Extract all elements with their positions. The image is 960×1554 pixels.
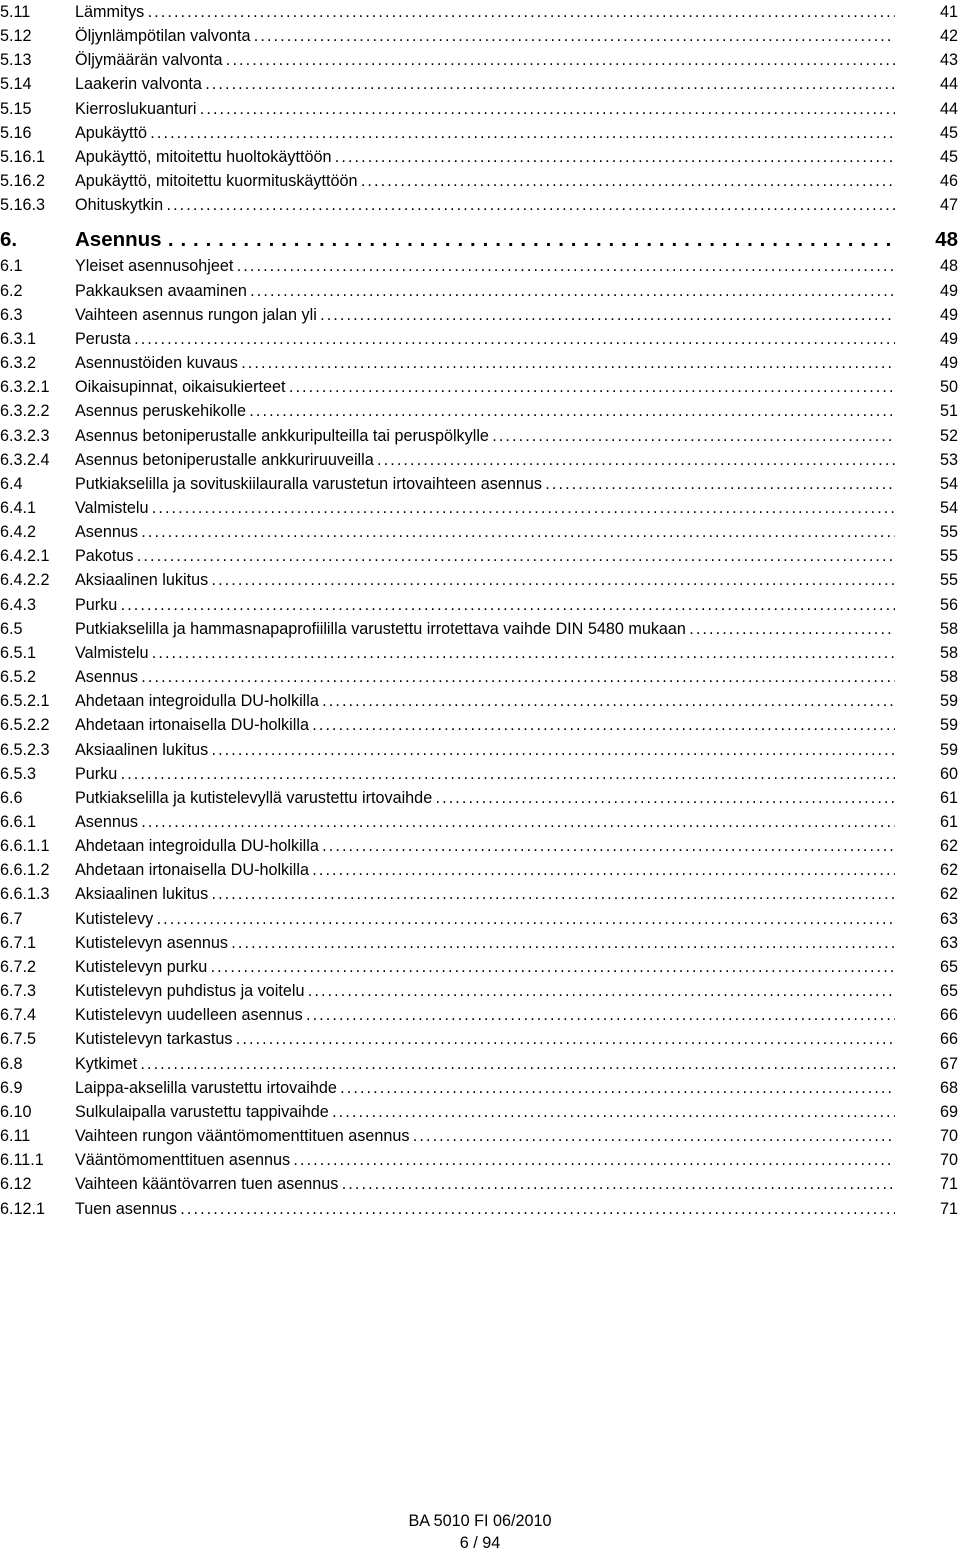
toc-entry-page: 45 (939, 147, 958, 166)
toc-entry-page: 70 (939, 1151, 958, 1170)
toc-entry[interactable] (0, 279, 960, 303)
toc-entry-title-text: Kutistelevyn purku (75, 957, 208, 976)
toc-entry-title (75, 786, 895, 810)
toc-entry-title-text: Kytkimet (75, 1054, 138, 1073)
toc-entry-title (75, 448, 895, 472)
toc-entry-page: 49 (939, 329, 958, 348)
toc-entry-title (75, 24, 895, 48)
toc-entry[interactable] (0, 810, 960, 834)
toc-entry-title-text: Ahdetaan irtonaisella DU-holkilla (75, 716, 309, 735)
page-footer (0, 1510, 960, 1554)
toc-entry-page: 59 (939, 716, 958, 735)
toc-entry-number: 6.12 (0, 1175, 32, 1194)
toc-entry[interactable] (0, 544, 960, 568)
toc-entry[interactable] (0, 882, 960, 906)
toc-entry-number: 6.8 (0, 1054, 23, 1073)
toc-entry-page: 41 (939, 3, 958, 21)
toc-entry-title-text: Asennus betoniperustalle ankkuripulteilla tai peruspölkylle (75, 426, 489, 445)
toc-entry[interactable] (0, 1027, 960, 1051)
toc-entry-number: 6.6.1.2 (0, 861, 50, 880)
toc-entry-page: 59 (939, 692, 958, 711)
toc-entry[interactable] (0, 145, 960, 169)
toc-entry[interactable] (0, 1076, 960, 1100)
toc-entry-number: 6.3.2.2 (0, 402, 50, 421)
toc-entry-title-text: Sulkulaipalla varustettu tappivaihde (75, 1102, 329, 1121)
toc-entry-number: 6.4.3 (0, 595, 37, 614)
toc-entry-title-text: Pakotus (75, 547, 134, 566)
toc-entry-title (75, 145, 895, 169)
toc-entry-number: 6.3.2.1 (0, 378, 50, 397)
toc-entry-title (75, 1172, 895, 1196)
toc-entry-number: 6.4.2.2 (0, 571, 50, 590)
toc-entry-title-text: Asennus betoniperustalle ankkuriruuveilla (75, 450, 374, 469)
document-id: BA 5010 FI 06/2010 (408, 1512, 552, 1530)
toc-entry[interactable] (0, 496, 960, 520)
toc-entry[interactable] (0, 641, 960, 665)
toc-entry-title (75, 617, 895, 641)
toc-entry[interactable] (0, 786, 960, 810)
toc-entry-page: 55 (939, 571, 958, 590)
toc-entry[interactable] (0, 689, 960, 713)
toc-entry-number: 5.11 (0, 3, 31, 21)
toc-entry-title-text: Asennus (75, 523, 138, 542)
toc-entry[interactable] (0, 24, 960, 48)
toc-entry[interactable] (0, 121, 960, 145)
toc-entry-number: 6.4.1 (0, 498, 37, 517)
toc-entry-page: 46 (939, 172, 958, 191)
toc-entry-title-text: Öljymäärän valvonta (75, 51, 223, 70)
toc-entry-number: 6.5 (0, 619, 23, 638)
toc-entry-title-text: Apukäyttö, mitoitettu kuormituskäyttöön (75, 172, 358, 191)
toc-entry-title-text: Purku (75, 764, 118, 783)
toc-entry-title-text: Tuen asennus (75, 1199, 177, 1218)
toc-entry-page: 58 (939, 668, 958, 687)
toc-entry-title-text: Asennustöiden kuvaus (75, 354, 238, 373)
toc-entry-title (75, 641, 895, 665)
toc-entry-number: 6.4.2.1 (0, 547, 50, 566)
toc-entry-number: 6.11 (0, 1127, 31, 1146)
toc-entry-page: 62 (939, 885, 958, 904)
toc-entry-title-text: Perusta (75, 329, 131, 348)
toc-entry-page: 49 (939, 305, 958, 324)
toc-entry-page: 61 (939, 813, 958, 831)
toc-entry-title (75, 713, 895, 737)
toc-entry-number: 5.16 (0, 123, 32, 142)
toc-entry-page: 53 (939, 450, 958, 469)
toc-entry-title (75, 72, 895, 96)
toc-entry-title-text: Ohituskytkin (75, 196, 164, 215)
toc-entry-number: 6.6 (0, 788, 23, 807)
toc-entry-title-text: Putkiakselilla ja sovituskiilauralla varustetun irtovaihteen asennus (75, 474, 542, 493)
toc-entry-number: 6.7 (0, 909, 23, 928)
toc-entry-page: 63 (939, 909, 958, 928)
toc-entry-number: 6.3.2.3 (0, 426, 50, 445)
toc-entry[interactable] (0, 0, 960, 24)
toc-entry-title (75, 1003, 895, 1027)
toc-entry-page: 59 (939, 740, 958, 759)
toc-entry-page: 48 (935, 228, 958, 252)
toc-entry-title-text: Asennus peruskehikolle (75, 402, 246, 421)
toc-entry-title (75, 665, 895, 689)
toc-entry[interactable] (0, 931, 960, 955)
toc-entry-title (75, 279, 895, 303)
toc-entry-title (75, 568, 895, 592)
toc-entry[interactable] (0, 520, 960, 544)
toc-entry-number: 6.12.1 (0, 1199, 46, 1218)
toc-entry-title (75, 121, 895, 145)
toc-entry-page: 68 (939, 1078, 958, 1097)
toc-entry-number: 6.5.1 (0, 643, 37, 662)
toc-entry-number: 5.16.1 (0, 147, 46, 166)
toc-entry-title (75, 303, 895, 327)
toc-entry-number: 5.16.2 (0, 172, 46, 191)
toc-entry[interactable] (0, 1172, 960, 1196)
toc-entry[interactable] (0, 193, 960, 217)
toc-entry-title-text: Kutistelevyn puhdistus ja voitelu (75, 982, 305, 1001)
toc-entry-title (75, 1076, 895, 1100)
toc-entry-title-text: Putkiakselilla ja hammasnapaprofiililla varustettu irrotettava vaihde DIN 5480 mukaan (75, 619, 686, 638)
toc-entry-title (75, 472, 895, 496)
toc-entry-title-text: Öljynlämpötilan valvonta (75, 27, 251, 46)
toc-entry-title-text: Aksiaalinen lukitus (75, 571, 209, 590)
toc-entry-number: 6.7.2 (0, 957, 37, 976)
toc-entry-title-text: Asennus (75, 813, 138, 831)
toc-entry-page: 54 (939, 474, 958, 493)
toc-entry-page: 52 (939, 426, 958, 445)
toc-entry-title (75, 544, 895, 568)
toc-entry-page: 45 (939, 123, 958, 142)
toc-entry-page: 44 (939, 99, 958, 118)
toc-entry[interactable] (0, 97, 960, 121)
toc-entry[interactable] (0, 169, 960, 193)
toc-entry-number: 6.7.4 (0, 1006, 37, 1025)
toc-entry[interactable] (0, 713, 960, 737)
toc-entry[interactable] (0, 72, 960, 96)
toc-entry-title-text: Asennus (75, 228, 162, 252)
toc-entry-page: 65 (939, 982, 958, 1001)
toc-entry-number: 5.12 (0, 27, 32, 46)
toc-entry-title (75, 193, 895, 217)
toc-entry-page: 55 (939, 547, 958, 566)
toc-entry-title-text: Kierroslukuanturi (75, 99, 197, 118)
toc-entry-title-text: Aksiaalinen lukitus (75, 885, 209, 904)
toc-entry-title (75, 424, 895, 448)
toc-entry-page: 66 (939, 1030, 958, 1049)
toc-entry-title-text: Ahdetaan irtonaisella DU-holkilla (75, 861, 309, 880)
toc-entry-title (75, 496, 895, 520)
toc-entry-title (75, 375, 895, 399)
toc-entry-title-text: Lämmitys (75, 3, 145, 21)
toc-entry-page: 58 (939, 643, 958, 662)
toc-entry-number: 6.10 (0, 1102, 32, 1121)
toc-entry-page: 65 (939, 957, 958, 976)
toc-entry-page: 66 (939, 1006, 958, 1025)
toc-entry[interactable] (0, 665, 960, 689)
toc-entry[interactable] (0, 1052, 960, 1076)
toc-entry[interactable] (0, 472, 960, 496)
toc-entry-title-text: Kutistelevy (75, 909, 154, 928)
toc-entry-title (75, 882, 895, 906)
toc-entry-title-text: Purku (75, 595, 118, 614)
toc-entry-title-text: Vaihteen asennus rungon jalan yli (75, 305, 317, 324)
toc-entry-number: 6. (0, 228, 18, 252)
toc-entry[interactable] (0, 568, 960, 592)
toc-entry-number: 5.16.3 (0, 196, 46, 215)
toc-entry-page: 71 (939, 1199, 958, 1218)
toc-entry-title (75, 351, 895, 375)
toc-entry-title-text: Kutistelevyn uudelleen asennus (75, 1006, 303, 1025)
toc-entry[interactable] (0, 907, 960, 931)
toc-entry-number: 6.5.2 (0, 668, 37, 687)
toc-entry[interactable] (0, 375, 960, 399)
toc-entry-title-text: Ahdetaan integroidulla DU-holkilla (75, 692, 319, 711)
toc-entry-title-text: Apukäyttö, mitoitettu huoltokäyttöön (75, 147, 332, 166)
toc-entry-page: 51 (939, 402, 958, 421)
toc-entry-title-text: Pakkauksen avaaminen (75, 281, 247, 300)
toc-entry[interactable] (0, 448, 960, 472)
toc-entry-number: 6.5.2.2 (0, 716, 50, 735)
toc-chapter-entry[interactable] (0, 217, 960, 254)
toc-entry-number: 6.6.1.3 (0, 885, 50, 904)
toc-entry-title-text: Oikaisupinnat, oikaisukierteet (75, 378, 286, 397)
toc-entry-page: 48 (939, 257, 958, 276)
toc-entry-title (75, 955, 895, 979)
toc-entry-page: 42 (939, 27, 958, 46)
toc-entry-number: 6.6.1 (0, 813, 37, 831)
toc-entry[interactable] (0, 955, 960, 979)
toc-entry-number: 6.5.2.1 (0, 692, 50, 711)
toc-entry-page: 55 (939, 523, 958, 542)
toc-entry-title (75, 593, 895, 617)
toc-entry-title (75, 399, 895, 423)
toc-entry-number: 6.6.1.1 (0, 837, 50, 856)
toc-entry[interactable] (0, 979, 960, 1003)
toc-entry-title-text: Kutistelevyn tarkastus (75, 1030, 233, 1049)
toc-entry-number: 6.7.3 (0, 982, 37, 1001)
toc-entry-title (75, 810, 895, 834)
toc-entry-number: 5.13 (0, 51, 32, 70)
toc-entry-title-text: Valmistelu (75, 643, 149, 662)
toc-entry-title (75, 1052, 895, 1076)
toc-entry-title (75, 169, 895, 193)
toc-entry-title (75, 979, 895, 1003)
toc-entry-number: 6.3.2 (0, 354, 37, 373)
toc-entry-title-text: Vaihteen rungon vääntömomenttituen asennus (75, 1127, 410, 1146)
toc-entry-title-text: Laippa-akselilla varustettu irtovaihde (75, 1078, 337, 1097)
toc-entry[interactable] (0, 617, 960, 641)
toc-entry-page: 54 (939, 498, 958, 517)
toc-entry[interactable] (0, 1148, 960, 1172)
toc-entry[interactable] (0, 1100, 960, 1124)
toc-entry-page: 44 (939, 75, 958, 94)
toc-entry-page: 47 (939, 196, 958, 215)
toc-entry[interactable] (0, 762, 960, 786)
toc-entry[interactable] (0, 351, 960, 375)
toc-entry-title (75, 907, 895, 931)
toc-entry-title (75, 858, 895, 882)
toc-entry-title-text: Apukäyttö (75, 123, 147, 142)
toc-entry-title (75, 327, 895, 351)
toc-entry-number: 6.11.1 (0, 1151, 44, 1170)
toc-entry-number: 6.5.3 (0, 764, 37, 783)
toc-entry[interactable] (0, 1124, 960, 1148)
toc-entry-title-text: Yleiset asennusohjeet (75, 257, 234, 276)
toc-entry-page: 43 (939, 51, 958, 70)
toc-entry-page: 62 (939, 861, 958, 880)
toc-entry[interactable] (0, 399, 960, 423)
toc-entry-title (75, 1027, 895, 1051)
toc-entry-number: 6.2 (0, 281, 23, 300)
toc-entry-title-text: Valmistelu (75, 498, 149, 517)
toc-entry-number: 6.1 (0, 257, 23, 276)
toc-entry-number: 6.4.2 (0, 523, 37, 542)
toc-entry-page: 49 (939, 354, 958, 373)
toc-entry-title (75, 0, 895, 24)
toc-entry-title (75, 1148, 895, 1172)
toc-entry-page: 61 (939, 788, 958, 807)
toc-entry-page: 63 (939, 933, 958, 952)
toc-entry-title (75, 689, 895, 713)
toc-entry-page: 67 (939, 1054, 958, 1073)
toc-entry-number: 6.5.2.3 (0, 740, 50, 759)
toc-entry-page: 56 (939, 595, 958, 614)
toc-entry-page: 71 (939, 1175, 958, 1194)
toc-entry-page: 49 (939, 281, 958, 300)
toc-entry[interactable] (0, 834, 960, 858)
toc-entry-title-text: Putkiakselilla ja kutistelevyllä varustettu irtovaihde (75, 788, 433, 807)
toc-entry-title (75, 97, 895, 121)
toc-entry-title-text: Vääntömomenttituen asennus (75, 1151, 291, 1170)
toc-entry-title (75, 931, 895, 955)
toc-entry[interactable] (0, 48, 960, 72)
toc-entry-page: 70 (939, 1127, 958, 1146)
toc-entry-number: 6.3.2.4 (0, 450, 50, 469)
toc-entry[interactable] (0, 593, 960, 617)
toc-entry-title-text: Aksiaalinen lukitus (75, 740, 209, 759)
toc-entry-page: 69 (939, 1102, 958, 1121)
toc-entry-number: 6.9 (0, 1078, 23, 1097)
toc-entry-title (75, 254, 895, 278)
toc-entry[interactable] (0, 738, 960, 762)
toc-entry-title (75, 520, 895, 544)
toc-entry-title-text: Ahdetaan integroidulla DU-holkilla (75, 837, 319, 856)
toc-entry-number: 6.4 (0, 474, 23, 493)
toc-entry[interactable] (0, 327, 960, 351)
toc-entry-number: 6.7.1 (0, 933, 37, 952)
toc-entry-title (75, 762, 895, 786)
toc-entry[interactable] (0, 1003, 960, 1027)
toc-entry[interactable] (0, 303, 960, 327)
toc-entry[interactable] (0, 858, 960, 882)
toc-entry-title (75, 1100, 895, 1124)
toc-entry-number: 5.15 (0, 99, 32, 118)
page-number: 6 / 94 (459, 1534, 501, 1552)
toc-entry-title (75, 48, 895, 72)
toc-entry-title (75, 1124, 895, 1148)
toc-entry[interactable] (0, 254, 960, 278)
toc-entry-page: 60 (939, 764, 958, 783)
toc-entry[interactable] (0, 424, 960, 448)
toc-entry-title (75, 738, 895, 762)
toc-entry-title (75, 1197, 895, 1221)
toc-entry[interactable] (0, 1197, 960, 1221)
toc-entry-title-text: Laakerin valvonta (75, 75, 202, 94)
toc-entry-number: 5.14 (0, 75, 32, 94)
toc-entry-number: 6.3 (0, 305, 23, 324)
toc-entry-number: 6.3.1 (0, 329, 37, 348)
toc-entry-page: 58 (939, 619, 958, 638)
toc-entry-title-text: Asennus (75, 668, 138, 687)
toc-entry-title-text: Vaihteen kääntövarren tuen asennus (75, 1175, 339, 1194)
toc-entry-page: 50 (939, 378, 958, 397)
toc-entry-page: 62 (939, 837, 958, 856)
toc-entry-number: 6.7.5 (0, 1030, 37, 1049)
toc-entry-title-text: Kutistelevyn asennus (75, 933, 228, 952)
toc-entry-title (75, 834, 895, 858)
